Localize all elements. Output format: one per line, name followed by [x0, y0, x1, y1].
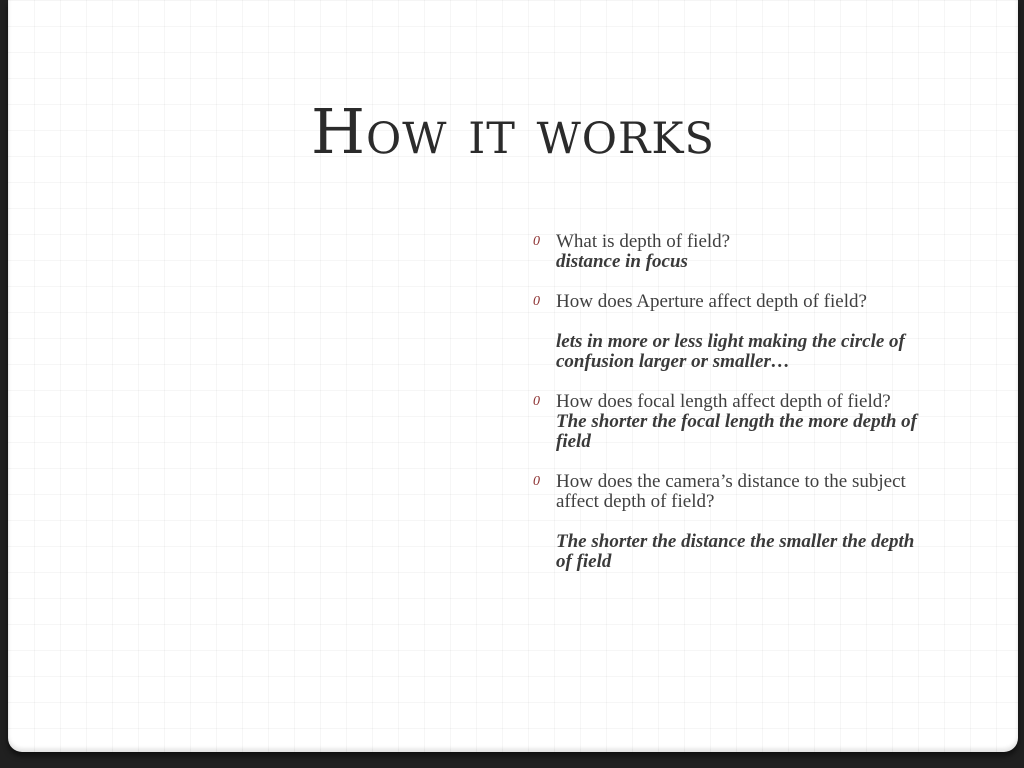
bullet-marker-icon: 0 — [533, 234, 540, 249]
bullet-question: How does Aperture affect depth of field? — [556, 291, 867, 312]
slide-title: How it works — [310, 95, 715, 168]
bullet-answer: The shorter the distance the smaller the depth of field — [556, 531, 915, 572]
slide — [8, 0, 1018, 752]
bullet-marker-icon: 0 — [533, 294, 540, 309]
bullet-answer: lets in more or less light making the circle of confusion larger or smaller… — [556, 331, 905, 372]
bullet-question: How does focal length affect depth of field? — [556, 391, 891, 412]
bullet-answer: The shorter the focal length the more depth of field — [556, 411, 917, 452]
bullet-answer: distance in focus — [556, 251, 688, 272]
bullet-list — [530, 232, 920, 592]
bullet-item — [530, 292, 920, 372]
bullet-item — [530, 232, 920, 272]
bullet-question: How does the camera’s distance to the subject affect depth of field? — [556, 471, 906, 512]
bullet-marker-icon: 0 — [533, 394, 540, 409]
bullet-item — [530, 472, 920, 572]
bullet-question: What is depth of field? — [556, 231, 731, 252]
bullet-item — [530, 392, 920, 452]
bullet-marker-icon: 0 — [533, 474, 540, 489]
